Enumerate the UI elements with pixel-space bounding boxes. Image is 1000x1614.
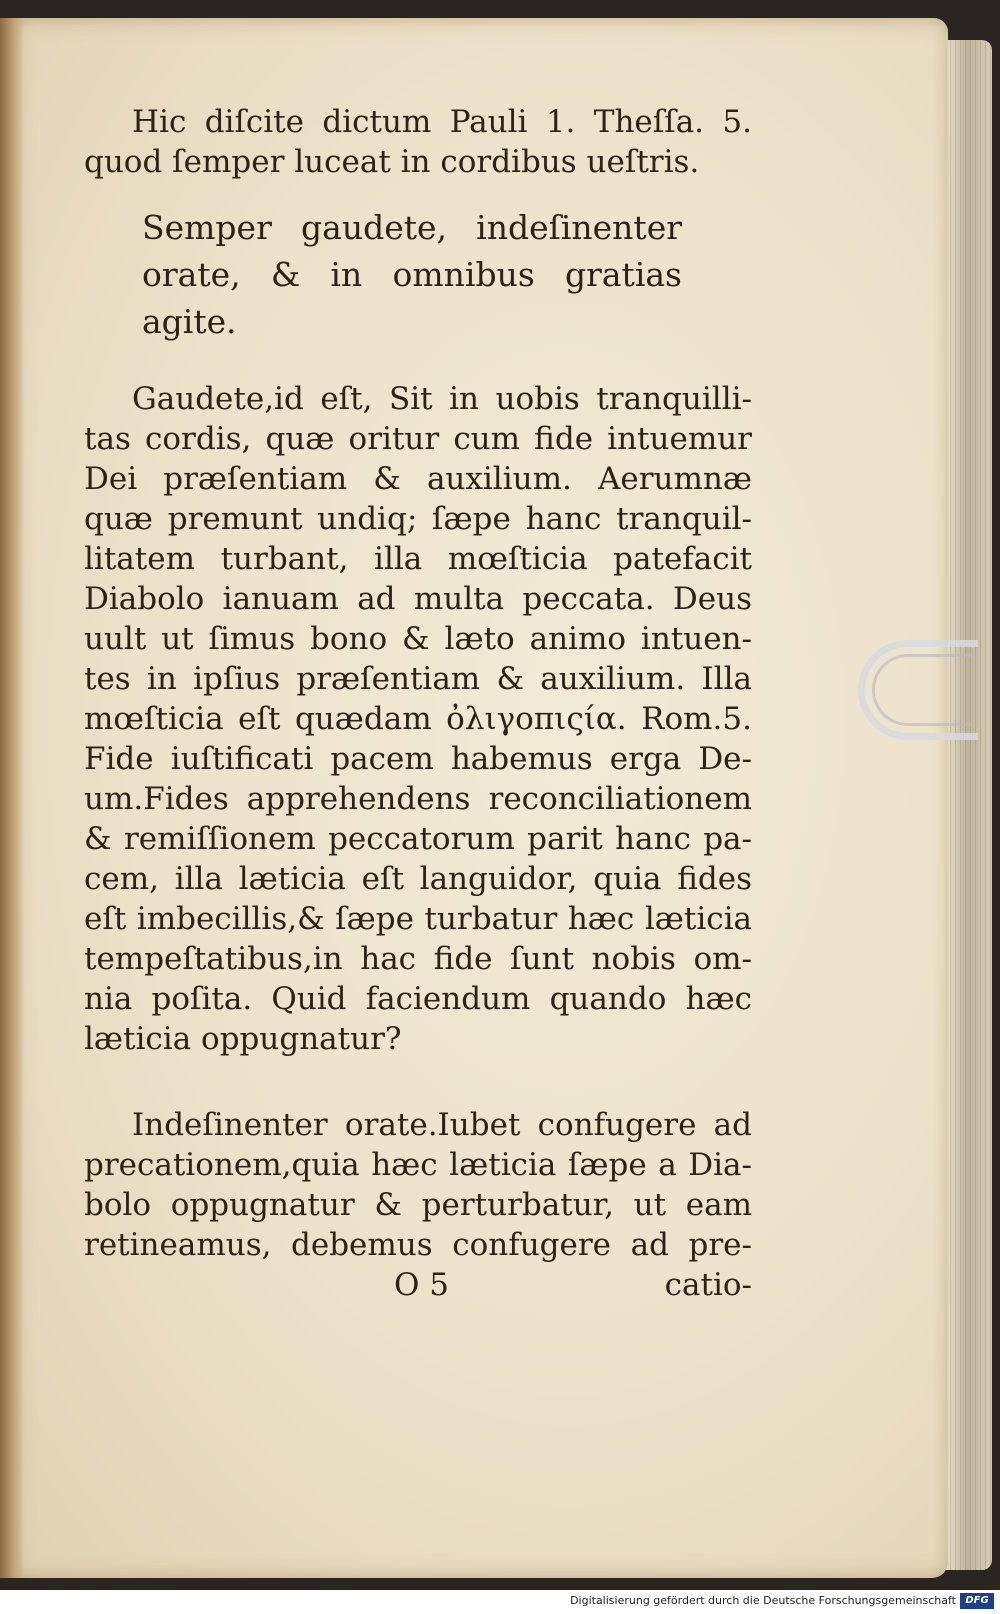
quote-line: Semper gaudete, indeſinenter: [142, 208, 682, 247]
text-line: Diabolo ianuam ad multa peccata. Deus: [84, 581, 752, 617]
quote-line: orate, & in omnibus gratias: [142, 255, 682, 294]
text-line: tas cordis, quæ oritur cum fide intuemur: [84, 421, 752, 457]
signature-mark: O 5: [394, 1267, 449, 1303]
funding-credit: Digitalisierung gefördert durch die Deutsche Forschungsgemeinschaft: [570, 1594, 956, 1607]
text-line: & remiſſionem peccatorum parit hanc pa-: [84, 821, 752, 857]
text-line: precationem,quia hæc læticia ſæpe a Dia-: [84, 1147, 752, 1183]
text-line: bolo oppugnatur & perturbatur, ut eam: [84, 1187, 752, 1223]
text-line: Indeſinenter orate.Iubet confugere ad: [132, 1107, 752, 1143]
text-line: quod ſemper luceat in cordibus ueſtris.: [84, 144, 700, 180]
text-line: um.Fides apprehendens reconciliationem: [84, 781, 752, 817]
text-line: retineamus, debemus confugere ad pre-: [84, 1227, 752, 1263]
dfg-logo: DFG: [960, 1593, 994, 1609]
text-line: Gaudete,id eſt, Sit in uobis tranquilli-: [132, 381, 752, 417]
text-line: Fide iuſtificati pacem habemus erga De-: [84, 741, 752, 777]
text-line: litatem turbant, illa mœſticia patefacit: [84, 541, 752, 577]
paper-clip-inner-icon: [872, 654, 972, 726]
text-line: mœſticia eſt quædam ὀλιγοπιςία. Rom.5.: [84, 701, 752, 737]
text-line: Dei præſentiam & auxilium. Aerumnæ: [84, 461, 752, 497]
text-line: cem, illa læticia eſt languidor, quia fides: [84, 861, 752, 897]
text-line: eſt imbecillis,& ſæpe turbatur hæc læticia: [84, 901, 752, 937]
text-line: nia poſita. Quid faciendum quando hæc: [84, 981, 752, 1017]
quote-line: agite.: [142, 302, 237, 341]
book-spine-shadow: [0, 18, 24, 1578]
text-line: læticia oppugnatur?: [84, 1021, 402, 1057]
text-line: tempeſtatibus,in hac fide ſunt nobis om-: [84, 941, 752, 977]
text-line: tes in ipſius præſentiam & auxilium. Illa: [84, 661, 752, 697]
scripture-quote: [142, 204, 682, 345]
text-line: quæ premunt undiq; ſæpe hanc tranquil-: [84, 501, 752, 537]
digitization-footer: [0, 1590, 1000, 1614]
catchword: catio-: [664, 1267, 752, 1303]
page-footer-marks: [84, 1265, 752, 1307]
text-line: uult ut ſimus bono & læto animo intuen-: [84, 621, 752, 657]
page-text: [84, 102, 752, 1307]
text-line: Hic diſcite dictum Pauli 1. Theſſa. 5.: [132, 104, 752, 140]
